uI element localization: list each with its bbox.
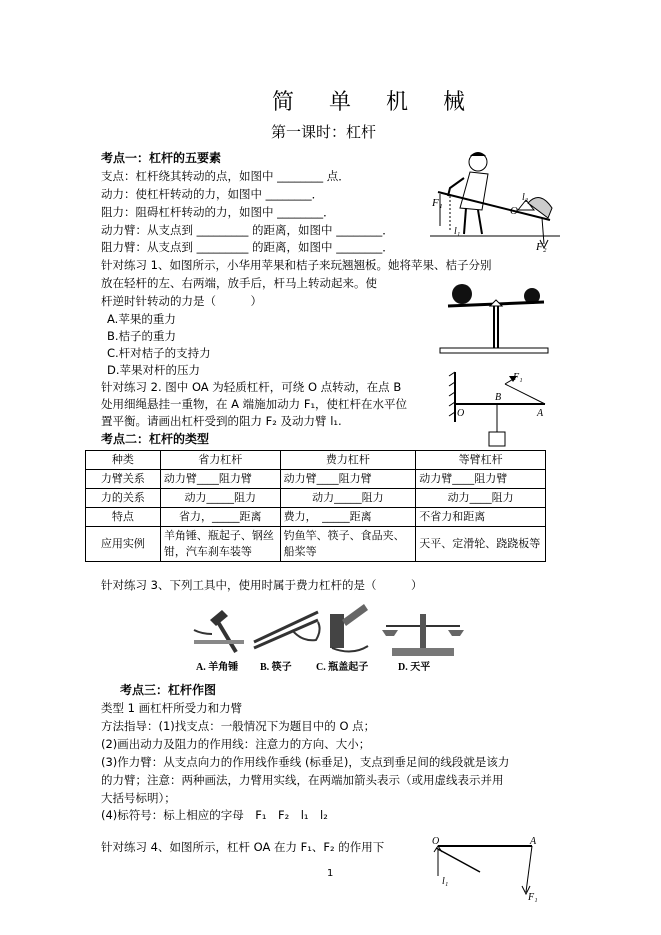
option-a: A.苹果的重力 [107, 312, 176, 326]
hammer-drawing [194, 610, 244, 652]
lever-person-figure [430, 148, 560, 258]
text-line: 方法指导：(1)找支点：一般情况下为题目中的 O 点； [101, 719, 376, 733]
table-cell: 动力_____阻力 [160, 489, 280, 508]
text-line: 支点：杠杆绕其转动的点，如图中 ________ 点． [101, 169, 350, 183]
text-line: 针对练习 2. 图中 OA 为轻质杠杆，可绕 O 点转动，在点 B [101, 380, 402, 394]
text-line: 针对练习 3、下列工具中，使用时属于费力杠杆的是（ ） [101, 578, 423, 592]
table-cell: 羊角锤、瓶起子、钢丝钳，汽车刹车装等 [160, 527, 280, 562]
wall-lever-figure [445, 372, 555, 452]
chopsticks-drawing [254, 612, 320, 648]
table-cell: 动力____阻力 [416, 489, 546, 508]
page-title: 简 单 机 械 [272, 90, 479, 115]
option-d: D.苹果对杆的压力 [107, 363, 201, 377]
label-O: O [432, 836, 440, 847]
caption-d: D. 天平 [398, 662, 431, 673]
table-cell: 应用实例 [86, 527, 161, 562]
label-B: B [495, 392, 502, 403]
section-heading-2: 考点二：杠杆的类型 [101, 432, 210, 446]
table-cell: 动力_____阻力 [280, 489, 416, 508]
lever-types-table [85, 450, 546, 562]
option-c: C.杆对桔子的支持力 [107, 346, 211, 360]
balance-scale-drawing [382, 614, 464, 656]
label-O: O [457, 408, 465, 419]
text-line: 处用细绳悬挂一重物，在 A 端施加动力 F₁，使杠杆在水平位 [101, 397, 408, 411]
text-line: 动力：使杠杆转动的力，如图中 ________． [101, 187, 324, 201]
label-F2: F₂ [536, 241, 547, 253]
text-line: 类型 1 画杠杆所受力和力臂 [101, 701, 243, 715]
table-cell: 力的关系 [86, 489, 161, 508]
table-row [86, 508, 546, 527]
table-cell: 种类 [86, 451, 161, 470]
text-line: (2)画出动力及阻力的作用线：注意力的方向、大小； [101, 737, 371, 751]
table-cell: 力臂关系 [86, 470, 161, 489]
text-line: 针对练习 1、如图所示，小华用苹果和桔子来玩翘翘板。她将苹果、桔子分别 [101, 258, 492, 272]
text-line: 杆逆时针转动的力是（ ） [101, 294, 262, 308]
table-cell: 不省力和距离 [416, 508, 546, 527]
table-row [86, 470, 546, 489]
label-l1: l₁ [442, 876, 449, 887]
table-cell: 动力臂____阻力臂 [160, 470, 280, 489]
table-cell: 等臂杠杆 [416, 451, 546, 470]
caption-a: A. 羊角锤 [196, 662, 239, 673]
page-subtitle: 第一课时：杠杆 [271, 123, 377, 141]
label-F1: F₁ [528, 892, 538, 903]
label-A: A [530, 836, 537, 847]
section-heading-1: 考点一：杠杆的五要素 [101, 151, 222, 165]
text-line: (4)标符号：标上相应的字母 F₁ F₂ l₁ l₂ [101, 808, 328, 822]
text-line: 阻力臂：从支点到 _________ 的距离，如图中 ________． [101, 240, 394, 254]
text-line: 置平衡。请画出杠杆受到的阻力 F₂ 及动力臂 l₁. [101, 414, 342, 428]
caption-c: C. 瓶盖起子 [316, 662, 369, 673]
text-line: 针对练习 4、如图所示，杠杆 OA 在力 F₁、F₂ 的作用下 [101, 840, 385, 854]
table-row [86, 527, 546, 562]
table-header-row [86, 451, 546, 470]
label-F1: F₁ [513, 372, 523, 383]
caption-b: B. 筷子 [260, 662, 292, 673]
table-cell: 省力杠杆 [160, 451, 280, 470]
tools-figure [192, 600, 467, 674]
text-line: 动力臂：从支点到 _________ 的距离，如图中 ________． [101, 223, 394, 237]
label-l2: l₂ [522, 192, 529, 203]
section-heading-3: 考点三：杠杆作图 [120, 683, 217, 697]
table-cell: 费力杠杆 [280, 451, 416, 470]
table-cell: 钓鱼竿、筷子、食品夹、船桨等 [280, 527, 416, 562]
label-O: O [510, 205, 518, 217]
label-A: A [537, 408, 544, 419]
text-line: 大括号标明）； [101, 791, 176, 805]
table-cell: 天平、定滑轮、跷跷板等 [416, 527, 546, 562]
label-F1: F₁ [432, 197, 443, 209]
text-line: 阻力：阻碍杠杆转动的力，如图中 ________． [101, 205, 335, 219]
text-line: (3)作力臂：从支点向力的作用线作垂线 (标垂足)，支点到垂足间的线段就是该力 [101, 755, 510, 769]
bottle-opener-drawing [330, 604, 368, 652]
text-line: 放在轻杆的左、右两端，放手后，杆马上转动起来。使 [101, 276, 377, 290]
lever-oa-figure [428, 836, 548, 908]
table-cell: 特点 [86, 508, 161, 527]
table-cell: 省力，_____距离 [160, 508, 280, 527]
label-l1: l₁ [454, 226, 461, 237]
table-cell: 动力臂____阻力臂 [416, 470, 546, 489]
page-number: 1 [327, 868, 334, 879]
option-b: B.桔子的重力 [107, 329, 177, 343]
table-row [86, 489, 546, 508]
seesaw-figure [440, 278, 550, 358]
table-cell: 费力， _____距离 [280, 508, 416, 527]
text-line: 的力臂；注意：两种画法，力臂用实线，在两端加箭头表示（或用虚线表示并用 [101, 773, 504, 787]
table-cell: 动力臂____阻力臂 [280, 470, 416, 489]
